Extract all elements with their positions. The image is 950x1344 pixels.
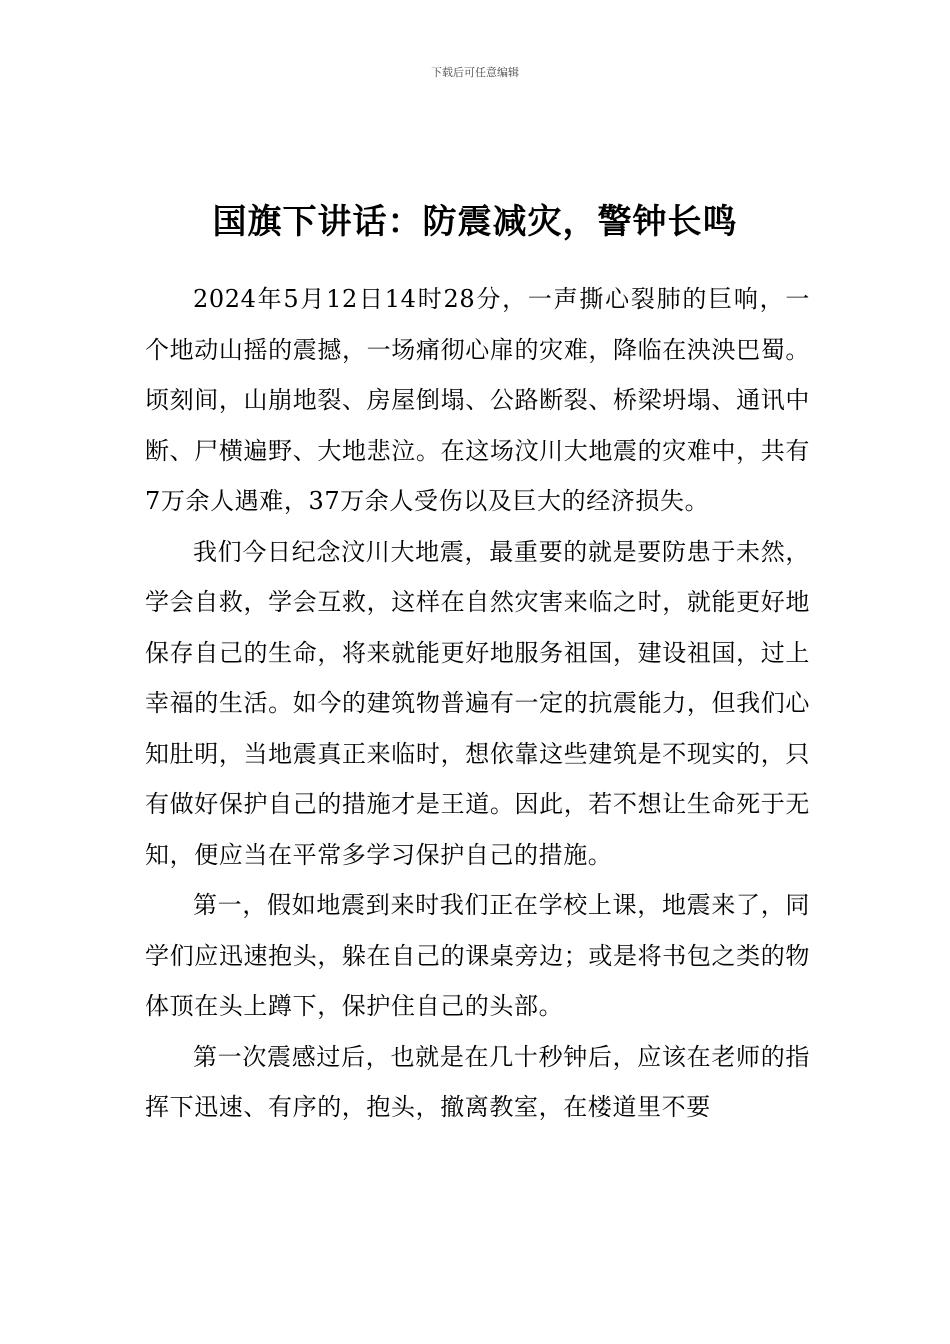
paragraph-1: 2024年5月12日14时28分，一声撕心裂肺的巨响，一个地动山摇的震撼，一场痛彻心扉的灾难，降临在泱泱巴蜀。顷刻间，山崩地裂、房屋倒塌、公路断裂、桥梁坍塌、通讯中断、尸横遍野、大地悲泣。在这场汶川大地震的灾难中，共有7万余人遇难，37万余人受伤以及巨大的经济损失。 — [145, 285, 810, 515]
paragraph-4: 第一次震感过后，也就是在几十秒钟后，应该在老师的指挥下迅速、有序的，抱头，撤离教室，在楼道里不要 — [145, 1042, 810, 1121]
document-title: 国旗下讲话：防震减灾，警钟长鸣 — [212, 201, 738, 242]
document-body — [145, 274, 810, 1133]
paragraph-2: 我们今日纪念汶川大地震，最重要的就是要防患于未然，学会自救，学会互救，这样在自然灾害来临之时，就能更好地保存自己的生命，将来就能更好地服务祖国，建设祖国，过上幸福的生活。如今的建筑物普遍有一定的抗震能力，但我们心知肚明，当地震真正来临时，想依靠这些建筑是不现实的，只有做好保护自己的措施才是王道。因此，若不想让生命死于无知，便应当在平常多学习保护自己的措施。 — [145, 537, 810, 869]
paragraph-3: 第一，假如地震到来时我们正在学校上课，地震来了，同学们应迅速抱头，躲在自己的课桌旁边；或是将书包之类的物体顶在头上蹲下，保护住自己的头部。 — [145, 891, 810, 1020]
header-note: 下载后可任意编辑 — [431, 66, 519, 79]
